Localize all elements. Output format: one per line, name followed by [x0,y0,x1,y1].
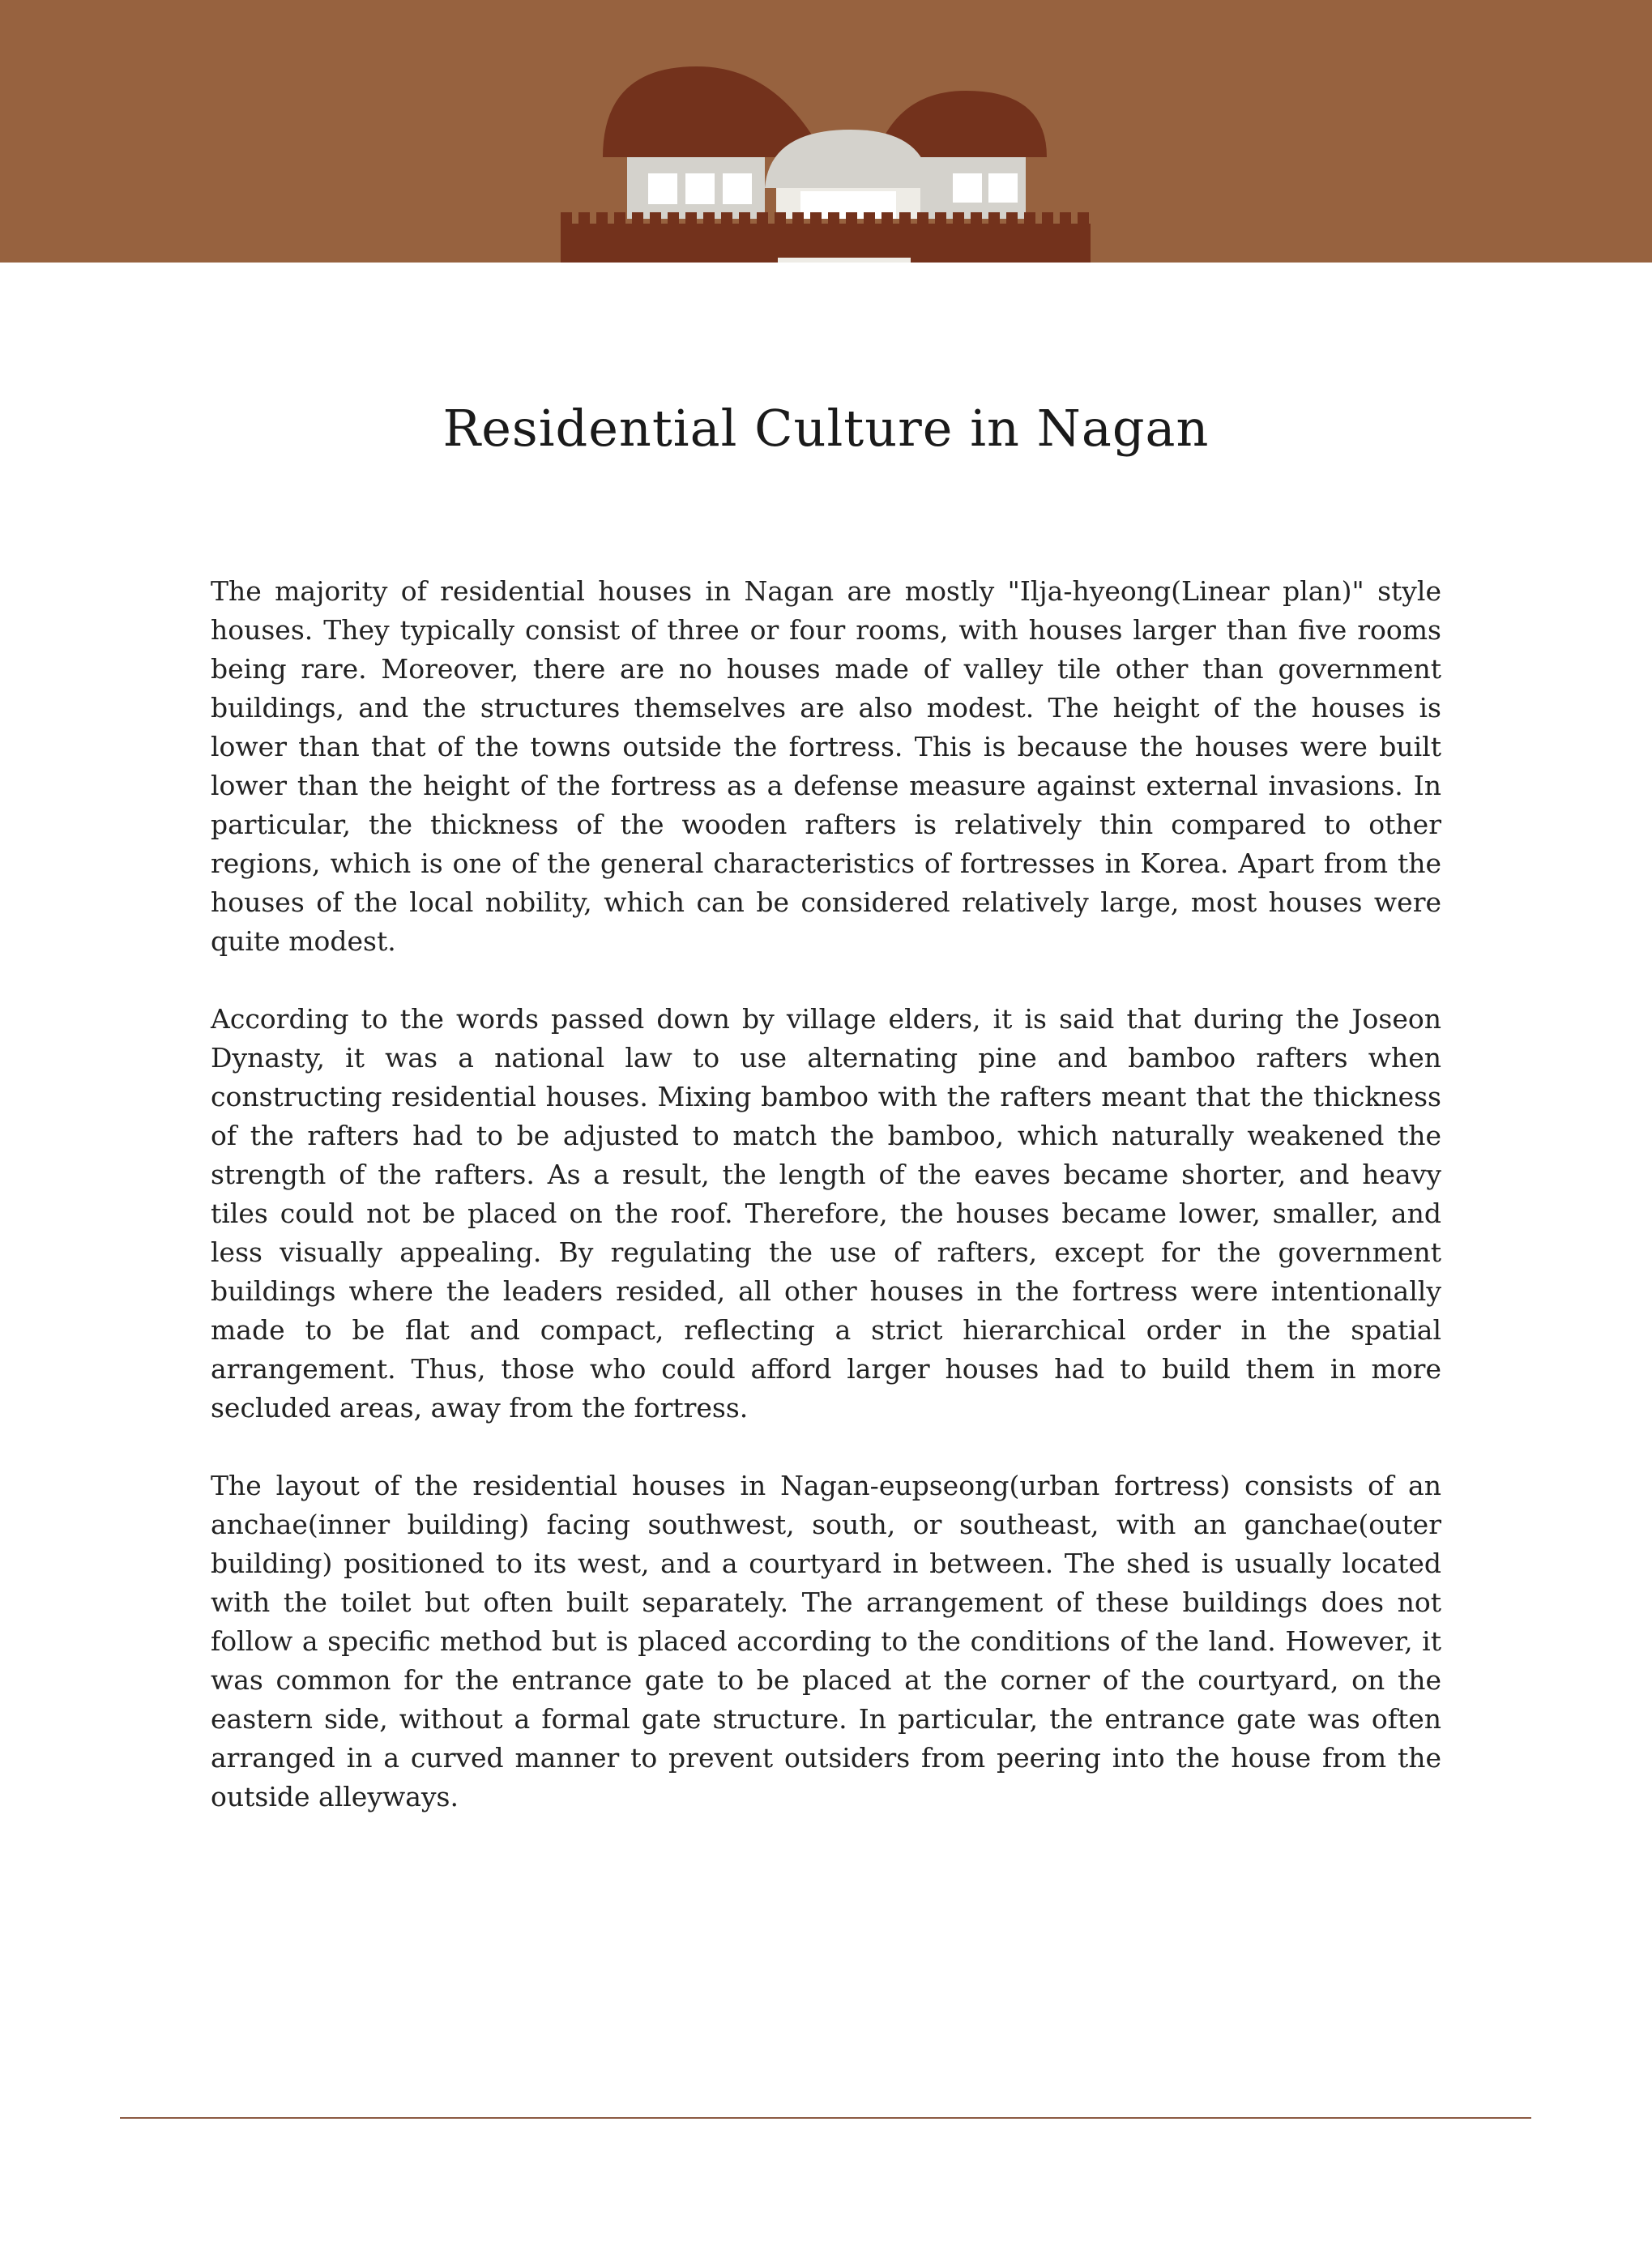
paragraph-1: The majority of residential houses in Nagan are mostly "Ilja-hyeong(Linear plan)" style houses. They typically consist of three or four rooms, with houses larger than five rooms being rare. Moreover, there are no houses made of valley tile other than government buildings, and the structures themselves are also modest. The height of the houses is lower than that of the towns outside the fortress. This is because the houses were built lower than the height of the fortress as a defense measure against external invasions. In particular, the thickness of the wooden rafters is relatively thin compared to other regions, which is one of the general characteristics of fortresses in Korea. Apart from the houses of the local nobility, which can be considered relatively large, most houses were quite modest. [211,575,1441,957]
page-title: Residential Culture in Nagan [442,399,1210,458]
paragraph-3: The layout of the residential houses in Nagan-eupseong(urban fortress) consists of an anchae(inner building) facing southwest, south, or southeast, with an ganchae(outer building) positioned to its west, and a courtyard in between. The shed is usually located with the toilet but often built separately. The arrangement of these buildings does not follow a specific method but is placed according to the conditions of the land. However, it was common for the entrance gate to be placed at the corner of the courtyard, on the eastern side, without a formal gate structure. In particular, the entrance gate was often arranged in a curved manner to prevent outsiders from peering into the house from the outside alleyways. [211,1470,1441,1812]
article-body [211,572,1441,1855]
footer-divider [120,2117,1531,2119]
paragraph-2: According to the words passed down by village elders, it is said that during the Joseon Dynasty, it was a national law to use alternating pine and bamboo rafters when constructing residential houses. Mixing bamboo with the rafters meant that the thickness of the rafters had to be adjusted to match the bamboo, which naturally weakened the strength of the rafters. As a result, the length of the eaves became shorter, and heavy tiles could not be placed on the roof. Therefore, the houses became lower, smaller, and less visually appealing. By regulating the use of rafters, except for the government buildings where the leaders resided, all other houses in the fortress were intentionally made to be flat and compact, reflecting a strict hierarchical order in the spatial arrangement. Thus, those who could afford larger houses had to build them in more secluded areas, away from the fortress. [211,1003,1441,1424]
traditional-houses-icon [557,57,1092,263]
header-band [0,0,1652,263]
